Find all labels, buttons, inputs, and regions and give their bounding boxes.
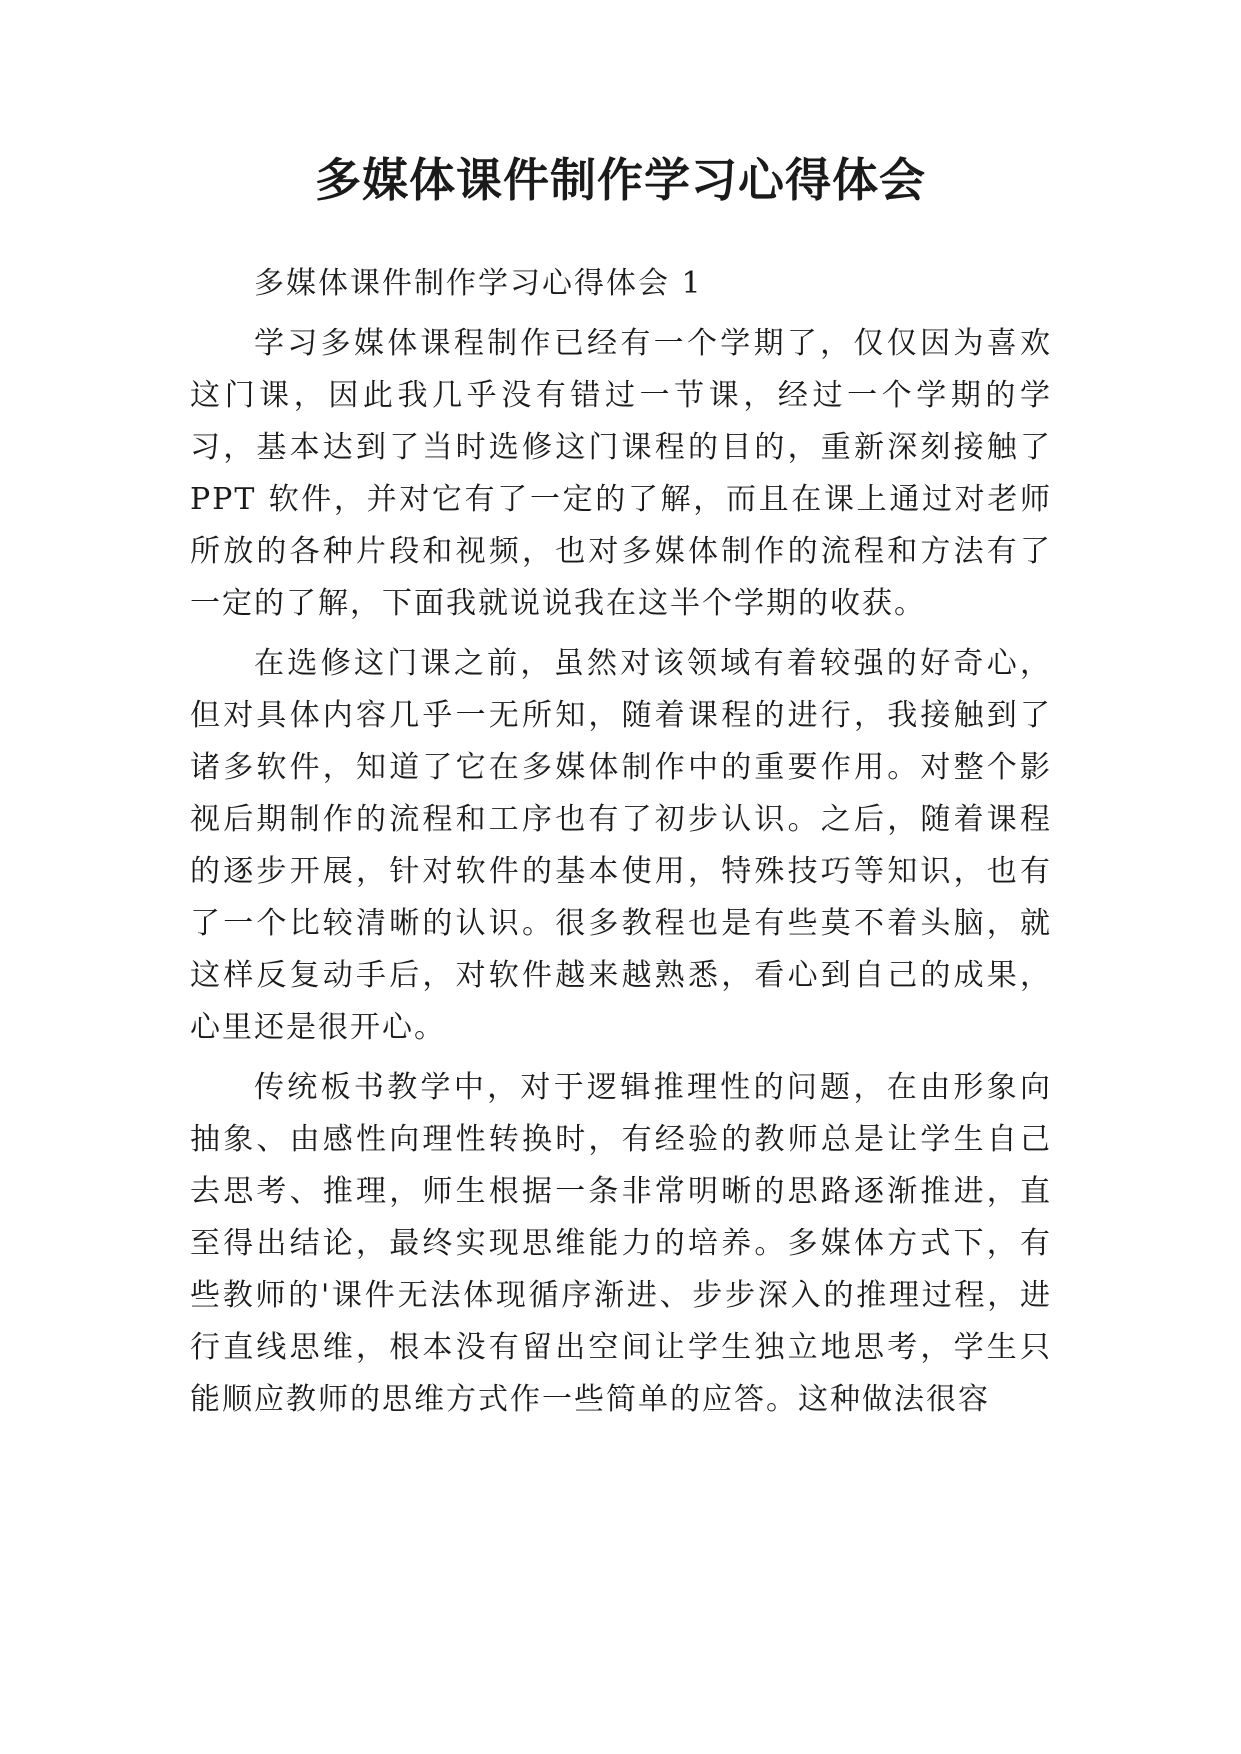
section-heading: 多媒体课件制作学习心得体会 1 bbox=[254, 266, 703, 301]
paragraph-3: 传统板书教学中，对于逻辑推理性的问题，在由形象向抽象、由感性向理性转换时，有经验的教师总是让学生自己去思考、推理，师生根据一条非常明晰的思路逐渐推进，直至得出结论，最终实现思维能力的培养。多媒体方式下，有些教师的'课件无法体现循序渐进、步步深入的推理过程，进行直线思维，根本没有留出空间让学生独立地思考，学生只能顺应教师的思维方式作一些简单的应答。这种做法很容 bbox=[190, 1070, 1052, 1417]
document-body bbox=[190, 258, 1052, 1434]
document-title: 多媒体课件制作学习心得体会 bbox=[315, 153, 926, 207]
paragraph-1: 学习多媒体课程制作已经有一个学期了，仅仅因为喜欢这门课，因此我几乎没有错过一节课，经过一个学期的学习，基本达到了当时选修这门课程的目的，重新深刻接触了 PPT 软件，并对它有了一定的了解，而且在课上通过对老师所放的各种片段和视频，也对多媒体制作的流程和方法有了一定的了解，下面我就说说我在这半个学期的收获。 bbox=[190, 326, 1052, 621]
paragraph-2: 在选修这门课之前，虽然对该领域有着较强的好奇心，但对具体内容几乎一无所知，随着课程的进行，我接触到了诸多软件，知道了它在多媒体制作中的重要作用。对整个影视后期制作的流程和工序也有了初步认识。之后，随着课程的逐步开展，针对软件的基本使用，特殊技巧等知识，也有了一个比较清晰的认识。很多教程也是有些莫不着头脑，就这样反复动手后，对软件越来越熟悉，看心到自己的成果，心里还是很开心。 bbox=[190, 646, 1052, 1045]
